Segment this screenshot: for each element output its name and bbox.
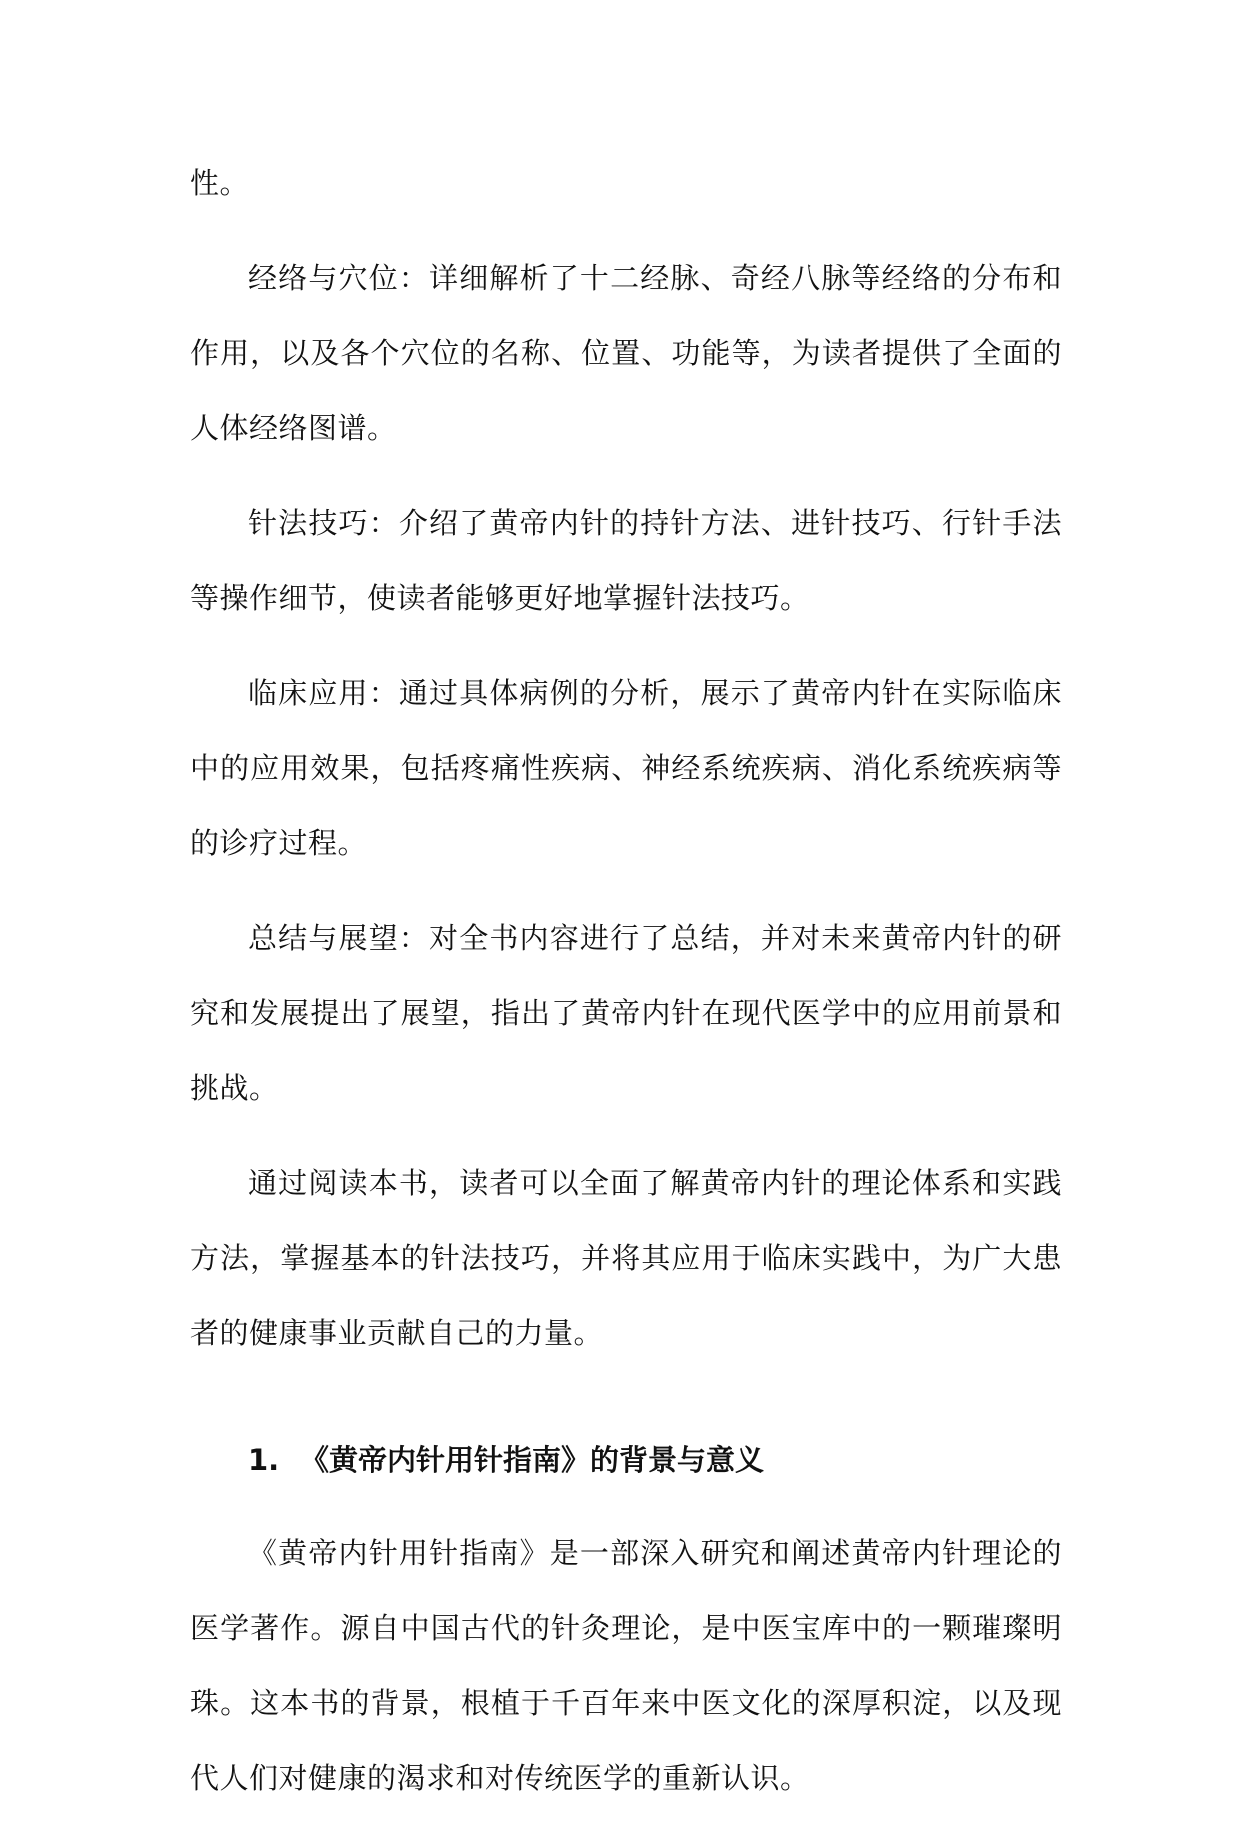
- paragraph-background: 《黄帝内针用针指南》是一部深入研究和阐述黄帝内针理论的医学著作。源自中国古代的针灸理论，是中医宝库中的一颗璀璨明珠。这本书的背景，根植于千百年来中医文化的深厚积淀，以及现代人们对健康的渴求和对传统医学的重新认识。: [190, 1536, 1062, 1795]
- section-title: 《黄帝内针用针指南》的背景与意义: [300, 1443, 765, 1477]
- paragraph-needling-techniques: 针法技巧：介绍了黄帝内针的持针方法、进针技巧、行针手法等操作细节，使读者能够更好地掌握针法技巧。: [190, 506, 1062, 615]
- paragraph-conclusion: 通过阅读本书，读者可以全面了解黄帝内针的理论体系和实践方法，掌握基本的针法技巧，并将其应用于临床实践中，为广大患者的健康事业贡献自己的力量。: [190, 1166, 1062, 1350]
- paragraph-clinical-application: 临床应用：通过具体病例的分析，展示了黄帝内针在实际临床中的应用效果，包括疼痛性疾病、神经系统疾病、消化系统疾病等的诊疗过程。: [190, 676, 1062, 860]
- document-body: [190, 146, 1062, 1836]
- paragraph-summary-outlook: 总结与展望：对全书内容进行了总结，并对未来黄帝内针的研究和发展提出了展望，指出了黄帝内针在现代医学中的应用前景和挑战。: [190, 921, 1062, 1105]
- paragraph-continuation: 性。: [190, 166, 250, 200]
- section-number: 1.: [248, 1443, 280, 1477]
- paragraph-meridians-acupoints: 经络与穴位：详细解析了十二经脉、奇经八脉等经络的分布和作用，以及各个穴位的名称、位置、功能等，为读者提供了全面的人体经络图谱。: [190, 261, 1062, 445]
- section-heading: [190, 1423, 1062, 1498]
